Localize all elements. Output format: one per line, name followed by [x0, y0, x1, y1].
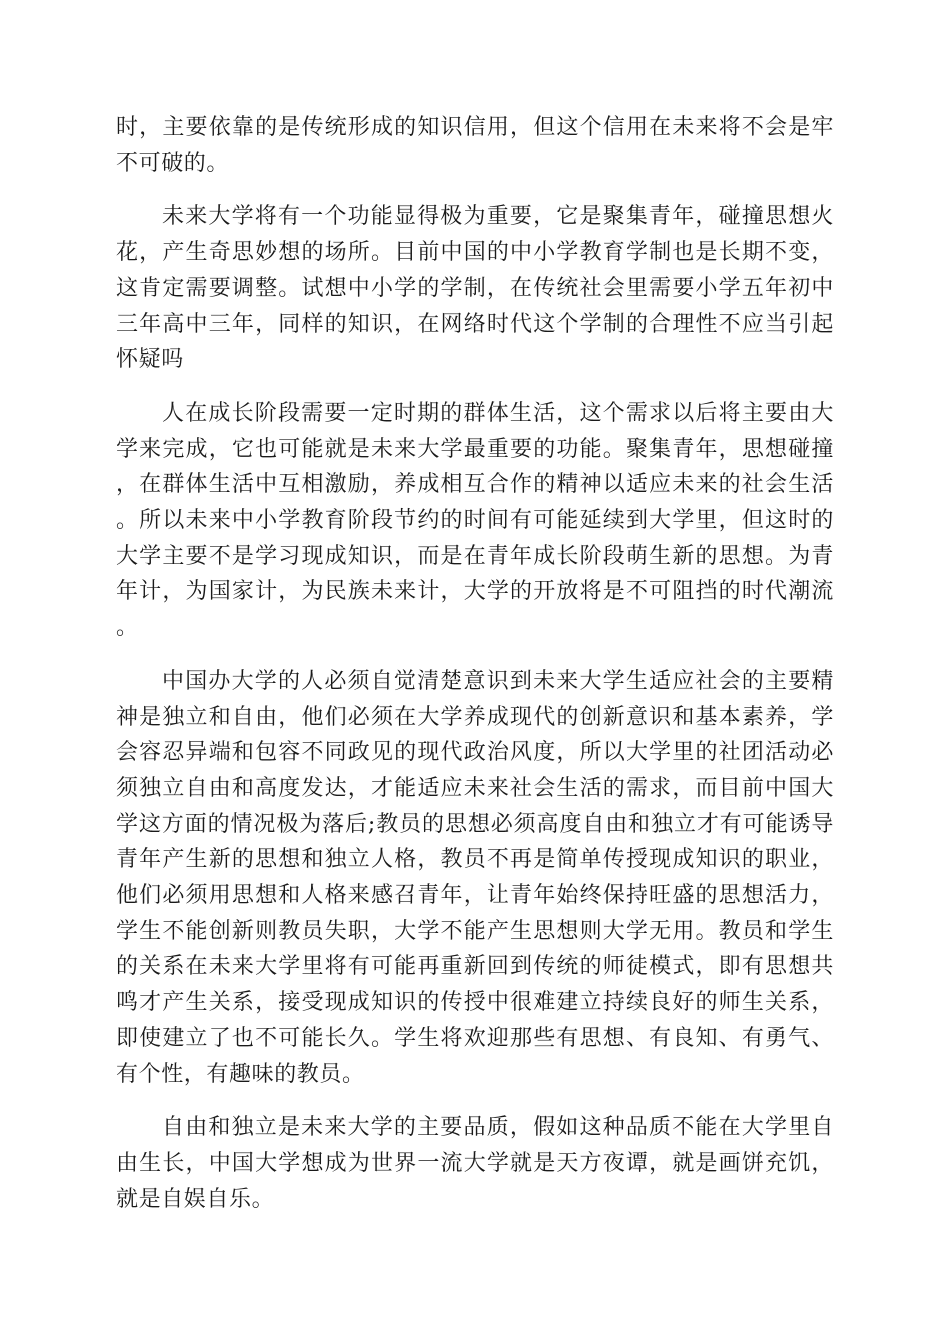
paragraph-gap: [116, 1092, 834, 1110]
paragraph-independence-freedom: 中国办大学的人必须自觉清楚意识到未来大学生适应社会的主要精神是独立和自由，他们必须在大学养成现代的创新意识和基本素养，学会容忍异端和包容不同政见的现代政治风度，所以大学里的社团活动必须独立自由和高度发达，才能适应未来社会生活的需求，而目前中国大学这方面的情况极为落后;教员的思想必须高度自由和独立才有可能诱导青年产生新的思想和独立人格，教员不再是简单传授现成知识的职业，他们必须用思想和人格来感召青年，让青年始终保持旺盛的思想活力，学生不能创新则教员失职，大学不能产生思想则大学无用。教员和学生的关系在未来大学里将有可能再重新回到传统的师徒模式，即有思想共鸣才产生关系，接受现成知识的传授中很难建立持续良好的师生关系，即使建立了也不可能长久。学生将欢迎那些有思想、有良知、有勇气、有个性，有趣味的教员。: [116, 668, 834, 1087]
paragraph-gap: [116, 378, 834, 396]
paragraph-group-life: 人在成长阶段需要一定时期的群体生活，这个需求以后将主要由大学来完成，它也可能就是未来大学最重要的功能。聚集青年，思想碰撞，在群体生活中互相激励，养成相互合作的精神以适应未来的社会生活。所以未来中小学教育阶段节约的时间有可能延续到大学里，但这时的大学主要不是学习现成知识，而是在青年成长阶段萌生新的思想。为青年计，为国家计，为民族未来计，大学的开放将是不可阻挡的时代潮流。: [116, 400, 834, 641]
paragraph-continuation: 时，主要依靠的是传统形成的知识信用，但这个信用在未来将不会是牢不可破的。: [116, 115, 834, 176]
document-body: [116, 110, 834, 1217]
paragraph-university-function: 未来大学将有一个功能显得极为重要，它是聚集青年，碰撞思想火花，产生奇思妙想的场所。目前中国的中小学教育学制也是长期不变，这肯定需要调整。试想中小学的学制，在传统社会里需要小学五年初中三年高中三年，同样的知识，在网络时代这个学制的合理性不应当引起怀疑吗: [116, 204, 834, 373]
paragraph-gap: [116, 646, 834, 664]
paragraph-gap: [116, 181, 834, 199]
paragraph-conclusion: 自由和独立是未来大学的主要品质，假如这种品质不能在大学里自由生长，中国大学想成为世界一流大学就是天方夜谭，就是画饼充饥，就是自娱自乐。: [116, 1115, 834, 1212]
